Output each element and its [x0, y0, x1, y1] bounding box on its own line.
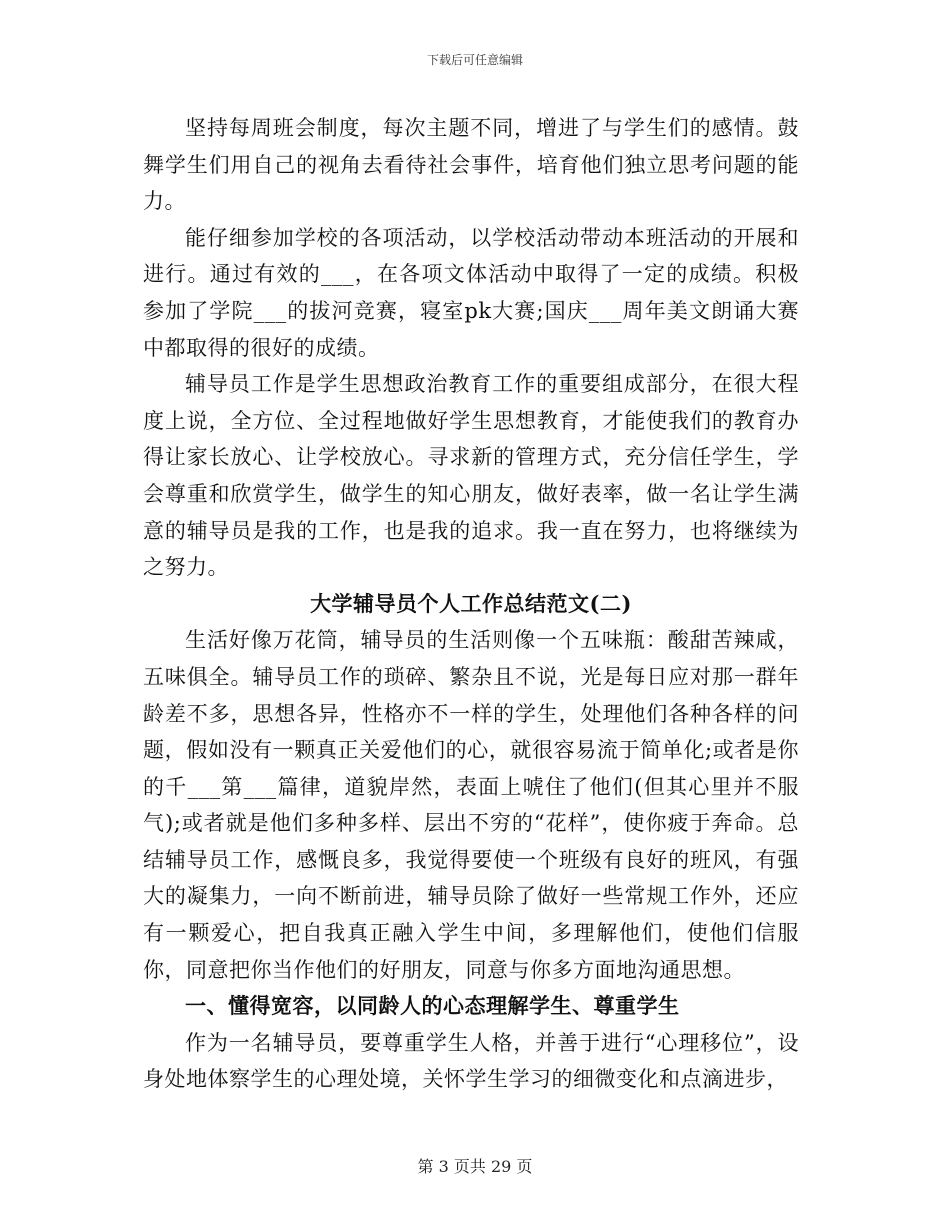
- page-footer: 第 3 页共 29 页: [417, 1157, 533, 1176]
- subheading-tolerance: 一、懂得宽容，以同龄人的心态理解学生、尊重学生: [185, 993, 680, 1019]
- paragraph-counselor-role: 辅导员工作是学生思想政治教育工作的重要组成部分，在很大程度上说，全方位、全过程地做好学生思想教育，才能使我们的教育办得让家长放心、让学校放心。寻求新的管理方式，充分信任学生，学会尊重和欣赏学生，做学生的知心朋友，做好表率，做一名让学生满意的辅导员是我的工作，也是我的追求。我一直在努力，也将继续为之努力。: [143, 372, 799, 580]
- paragraph-class-meeting: 坚持每周班会制度，每次主题不同，增进了与学生们的感情。鼓舞学生们用自己的视角去看待社会事件，培育他们独立思考问题的能力。: [143, 116, 799, 214]
- paragraph-school-activities: 能仔细参加学校的各项活动，以学校活动带动本班活动的开展和进行。通过有效的___，在各项文体活动中取得了一定的成绩。积极参加了学院___的拔河竞赛，寝室pk大赛;国庆___周年美文朗诵大赛中都取得的很好的成绩。: [143, 225, 799, 360]
- page-header: 下载后可任意编辑: [426, 53, 523, 67]
- paragraph-respect-students: 作为一名辅导员，要尊重学生人格，并善于进行“心理移位”，设身处地体察学生的心理处境，关怀学生学习的细微变化和点滴进步，: [143, 1030, 799, 1092]
- document-body: [143, 110, 799, 1098]
- paragraph-counselor-life: 生活好像万花筒，辅导员的生活则像一个五味瓶：酸甜苦辣咸，五味俱全。辅导员工作的琐碎、繁杂且不说，光是每日应对那一群年龄差不多，思想各异，性格亦不一样的学生，处理他们各种各样的问题，假如没有一颗真正关爱他们的心，就很容易流于简单化;或者是你的千___第___篇律，道貌岸然，表面上唬住了他们(但其心里并不服气);或者就是他们多种多样、层出不穷的“花样”，使你疲于奔命。总结辅导员工作，感慨良多，我觉得要使一个班级有良好的班风，有强大的凝集力，一向不断前进，辅导员除了做好一些常规工作外，还应有一颗爱心，把自我真正融入学生中间，多理解他们，使他们信服你，同意把你当作他们的好朋友，同意与你多方面地沟通思想。: [143, 628, 799, 982]
- section-title: 大学辅导员个人工作总结范文(二): [310, 590, 632, 616]
